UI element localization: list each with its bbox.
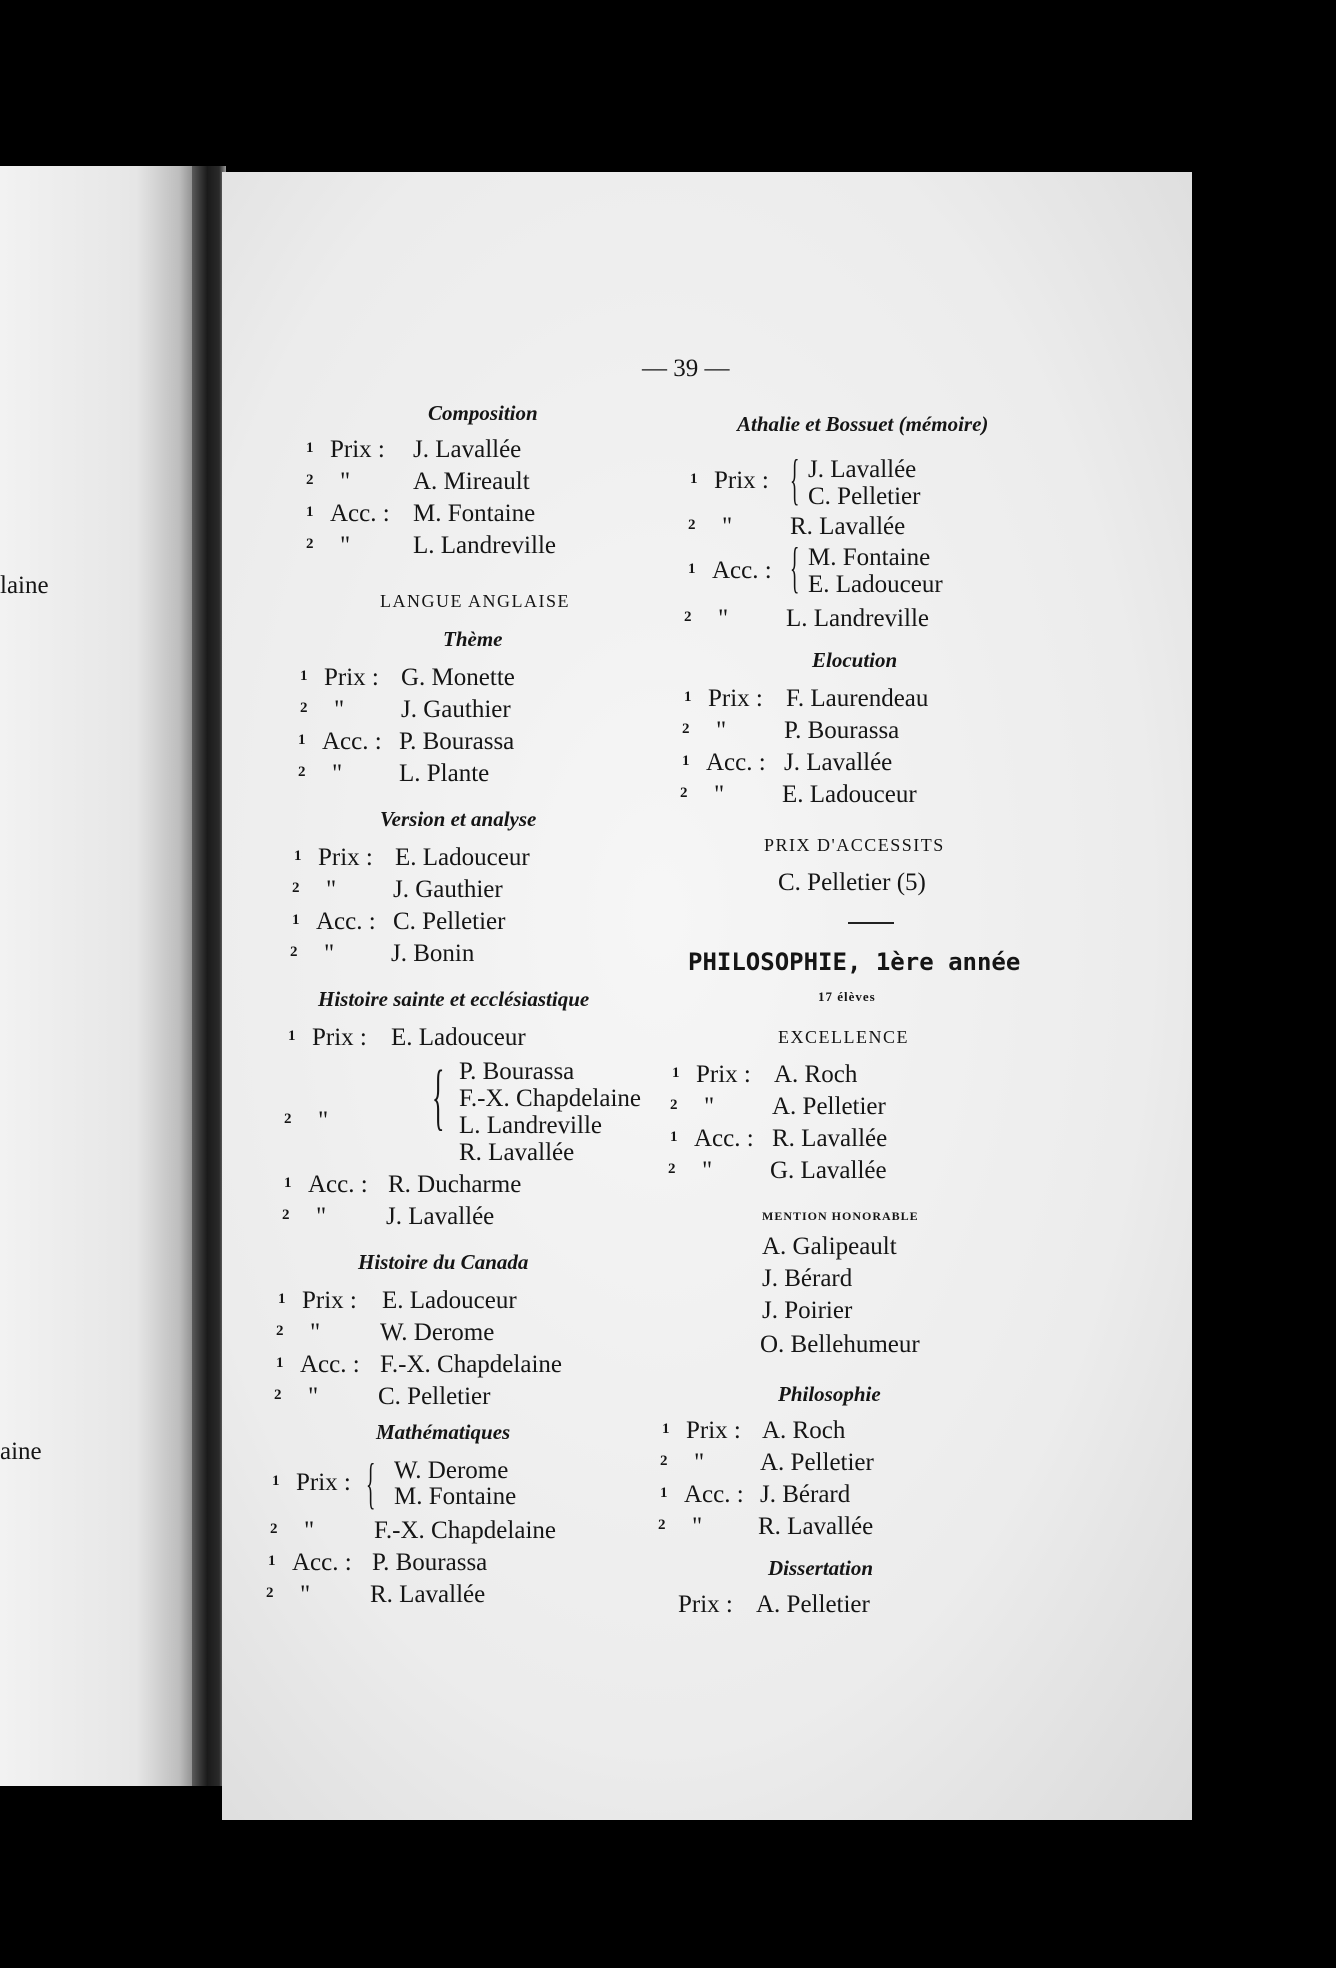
section-title: PHILOSOPHIE, 1ère année <box>688 948 1021 976</box>
left-page-edge <box>0 166 195 1786</box>
brace-icon: { <box>366 1453 376 1515</box>
page-number: — 39 — <box>642 355 730 382</box>
name-group: J. Lavallée C. Pelletier <box>808 456 921 510</box>
section-heading: Dissertation <box>768 1556 874 1580</box>
accessit-name: C. Pelletier (5) <box>778 869 926 896</box>
divider <box>848 922 894 924</box>
section-title: EXCELLENCE <box>778 1027 909 1047</box>
section-title: LANGUE ANGLAISE <box>380 591 570 611</box>
mention-name: A. Galipeault <box>762 1233 897 1260</box>
section-heading: Mathématiques <box>376 1420 511 1444</box>
brace-icon: { <box>790 449 800 511</box>
section-heading: Philosophie <box>778 1382 881 1406</box>
section-heading: Thème <box>443 627 503 651</box>
mention-name: O. Bellehumeur <box>760 1331 920 1358</box>
mention-name: J. Poirier <box>762 1297 853 1324</box>
name-group: P. Bourassa F.-X. Chapdelaine L. Landreville R. Lavallée <box>459 1058 641 1166</box>
name-group: M. Fontaine E. Ladouceur <box>808 544 943 598</box>
section-heading: Composition <box>428 401 538 425</box>
section-title: PRIX D'ACCESSITS <box>764 835 945 855</box>
name-group: W. Derome M. Fontaine <box>394 1457 517 1510</box>
section-heading: Athalie et Bossuet (mémoire) <box>737 412 989 436</box>
student-count: 17 élèves <box>818 989 876 1004</box>
mention-name: J. Bérard <box>762 1265 853 1292</box>
section-heading: Histoire sainte et ecclésiastique <box>318 987 590 1011</box>
page: — 39 — Composition 1 Prix : J. Lavallée 2 " A. Mireault 1 Acc. : M. Fontaine 2 " L. Landreville LANGUE ANGLAISE Thème 1 Prix : G. Monette 2 " J. Gauthier 1 Acc. : P. Bourassa 2 " L. Plante Version et analyse 1 Prix : E. Ladouceur 2 " J. Gauthier 1 Acc. : C. Pelletier 2 " J. Bonin Histoire sainte et ecclésiastique 1 Prix : E. Ladouceur 2 " { P. Bourassa F.-X. Chapdelaine L. Landreville R. Lavallée 1 Acc. : R. Ducharme 2 " J. Lavallée Histoire du Canada 1 Prix : E. Ladouceur 2 " W. Derome 1 Acc. : F.-X. Chapdelaine 2 " C. Pelletier Mathématiques 1 Prix : { W. Derome M. Fontaine 2 " F.-X. Chapdelaine 1 Acc. : P. Bourassa 2 " R. Lavallée Athalie et Bossuet (mémoire) 1 Prix : { J. Lavallée C. Pelletier 2 " R. Lavallée 1 Acc. : { M. Fontaine E. Ladouceur 2 " L. Landreville Elocution 1 Prix : F. Laurendeau 2 " P. Bourassa 1 Acc. : J. Lavallée 2 " E. Ladouceur PRIX D'ACCESSITS C. Pelletier (5) PHILOSOPHIE, 1ère année 17 élèves EXCELLENCE 1 Prix : A. Roch 2 " A. Pelletier 1 Acc. : R. Lavallée 2 " G. Lavallée MENTION HONORABLE A. Galipeault J. Bérard J. Poirier O. Bellehumeur Philosophie 1 Prix : A. Roch 2 " A. Pelletier 1 Acc. : J. Bérard 2 " R. Lavallée Dissertation Prix : A. Pelletier <box>222 172 1192 1820</box>
left-text-fragment: laine <box>0 572 49 599</box>
section-heading: Histoire du Canada <box>358 1250 529 1274</box>
section-heading: Version et analyse <box>380 807 537 831</box>
left-text-fragment: aine <box>0 1438 42 1465</box>
brace-icon: { <box>432 1056 445 1138</box>
section-title: MENTION HONORABLE <box>762 1209 919 1223</box>
brace-icon: { <box>790 537 800 599</box>
book-gutter <box>192 166 226 1786</box>
section-heading: Elocution <box>812 648 898 672</box>
